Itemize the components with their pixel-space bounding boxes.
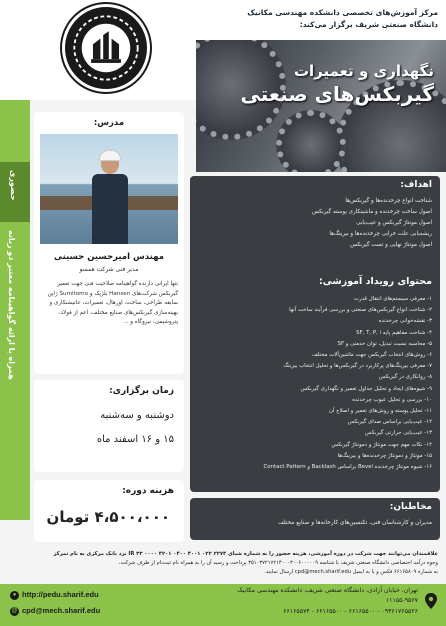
topics-list [198, 294, 432, 473]
in-person-badge [0, 162, 30, 222]
topic-item: ۸- روانکاری در گیربکس [378, 374, 432, 381]
website-text: http://pedu.sharif.edu [22, 590, 99, 599]
schedule-days: دوشنبه و سه‌شنبه [100, 410, 174, 421]
location-pin-icon [424, 592, 438, 616]
bio-line: بهینه‌سازی گیربکس‌های صنایع مختلف، اعم از فولاد، [58, 309, 178, 316]
topic-item: ۱- معرفی سیستم‌های انتقال قدرت [353, 296, 432, 302]
registration-notice [0, 548, 446, 582]
fee-box [34, 480, 184, 542]
audience-text: مدیران و کارشناسان فنی، تکنسین‌های کارخانه‌ها و صنایع مختلف [277, 520, 432, 526]
teacher-role: مدیر فنی شرکت همسو [79, 266, 139, 273]
course-title-line2: گیربکس‌های صنعتی [240, 82, 434, 106]
side-strip [0, 100, 30, 520]
schedule-dates: ۱۵ و ۱۶ اسفند ماه [96, 434, 174, 445]
in-person-label: حضوری [9, 170, 18, 201]
email-text: cpd@mech.sharif.edu [22, 606, 101, 615]
topic-item: ۹- شیوه‌های ایجاد و تحلیل جداول تعمیر و نگهداری گیربکس [300, 385, 432, 392]
teacher-label: مدرس: [93, 118, 125, 128]
goal-item: اصول مونتاژ گیربکس و عیب‌یابی [356, 220, 432, 226]
logo-emblem-icon [65, 7, 147, 89]
topic-item: ۱۰- بررسی و تحلیل عیوب چرخدنده [352, 396, 432, 403]
audience-heading: مخاطبان: [389, 502, 432, 512]
teacher-bio [40, 280, 178, 328]
certificate-note: همراه با ارائه گواهینامه معتبر دو زبانه [7, 230, 16, 380]
bio-line: سابقه طراحی، ساخت، اورهال، تعمیرات، عانیشنکاری و [49, 300, 178, 306]
footer-postal: ۱۱۱۵۵-۹۵۶۷ [385, 597, 418, 604]
topic-item: ۱۶- شیوه مونتاژ چرخدنده Bevel براساس Backlash و Contact Pattern [263, 464, 432, 471]
audience-panel [190, 498, 440, 540]
course-title-line1: نگهداری و تعمیرات [293, 62, 434, 80]
teacher-photo [40, 134, 178, 244]
topic-item: ۱۳- عیب‌یابی حرارتی گیربکس [364, 430, 432, 437]
goals-heading: اهداف: [400, 180, 432, 190]
schedule-box [34, 380, 184, 472]
topic-item: ۳- نقشه‌خوانی چرخدنده [378, 318, 432, 325]
fee-label: هزینه دوره: [122, 486, 174, 496]
goal-item: ریشه‌یابی علت خرابی چرخدنده‌ها و بیرینگ‌ها [329, 231, 432, 237]
gear-icon [276, 110, 346, 172]
org-department: مرکز آموزش‌های تخصصی دانشکده مهندسی مکانیک [247, 8, 438, 17]
bio-line: گیربکس شرکت‌های Hansen بلژیک و Sumitomo ژاپن [47, 290, 178, 297]
topic-item: ۱۴- نکات مهم جهت مونتاژ و دمونتاژ گیربکس [331, 441, 432, 448]
topic-item: ۷- معرفی بیرینگ‌های پرکاربرد در گیربکس‌ها و تحلیل انتخاب بیرینگ [283, 363, 432, 370]
bio-line: پتروشیمی، نیروگاه و ... [123, 319, 178, 325]
email-icon: @ [11, 607, 18, 614]
footer [0, 584, 446, 626]
goal-item: اصول مونتاژ نهایی و تست گیربکس [350, 242, 432, 248]
topic-item: ۶- روش‌های انتخاب گیربکس جهت ماشین‌آلات مختلف [312, 352, 432, 359]
org-university: دانشگاه صنعتی شریف برگزار می‌کند: [299, 20, 438, 29]
notice-line: به شماره ۶۶۱۶۵۸۰۹ فکس و یا به ایمیل cpd@mech.sharif.edu ارسال نمایند. [264, 569, 438, 575]
fee-value: ۴،۵۰۰،۰۰۰ تومان [46, 508, 170, 526]
topic-item: ۲- شناخت انواع گیربکس‌های صنعتی و بررسی فرآیند ساخت آنها [289, 307, 432, 314]
globe-icon: ● [10, 591, 19, 600]
footer-address: تهران، خیابان آزادی، دانشگاه صنعتی شریف، دانشکده مهندسی مکانیک [237, 587, 418, 594]
goal-item: اصول ساخت چرخدنده و ماشینکاری پوسته گیربکس [311, 209, 432, 215]
university-logo [62, 4, 150, 92]
topics-heading: محتوای رویداد آموزشی: [318, 276, 432, 287]
notice-line: علاقمندان می‌توانند جهت شرکت در دوره آموزشی، هزینه حضور را به شماره شبای ۲۲۷۴ ۰۲۲ ۴۰۰۱ ۰۴۰۰ ۴۲۰۱ ۰۰۰۰ ۳۳ IR نزد بانک مرکزی به نام تمرکز [53, 551, 438, 557]
title-banner [196, 40, 446, 172]
helmet-icon [99, 150, 121, 161]
notice-line: وجوه درآمد اختصاصی دانشگاه صنعتی شریف با شناسه ۳۵۱۰۳۷۲۱۷۲۱۴۰۰۰۳۰۰۶۰۰۰۰۰۹ پرداخت و رسید آن را به همراه نام ثبت‌نام از طرف شرکت، [118, 560, 438, 566]
email-link[interactable] [10, 606, 100, 616]
topic-item: ۱۲- عیب‌یابی براساس صدای گیربکس [347, 419, 432, 426]
topic-item: ۱۵- مونتاژ و دمونتاژ چرخدنده‌ها و بیرینگ‌ها [337, 452, 432, 459]
goal-item: شناخت انواع چرخدنده‌ها و گیربکس‌ها [345, 198, 432, 204]
bio-line: تنها ایرانی دارنده گواهینامه صلاحیت فنی جهت تعمیر [57, 281, 178, 287]
schedule-label: زمان برگزاری: [109, 386, 174, 396]
teacher-card [34, 112, 184, 374]
topic-item: ۵- محاسبه نسبت تبدیل، توان خدمتی و SF [337, 340, 432, 347]
goals-list [198, 196, 432, 251]
footer-phones: ۰۹۳۶۱۷۶۵۵۲۶ - ۶۶۱۶۵۵۰۰ - ۶۶۱۶۵۵۰۰ - ۶۶۱۶۵۵۷۴ [283, 608, 418, 615]
topic-item: ۴- شناخت مفاهیم پایه SF, T, P, i [356, 329, 432, 336]
content-panel [190, 176, 440, 492]
teacher-name: مهندس امیرحسین حسینی [53, 252, 165, 262]
website-link[interactable] [10, 590, 99, 600]
topic-item: ۱۱- تحلیل پوسته و روش‌های تعمیر و اصلاح آن [329, 408, 432, 415]
